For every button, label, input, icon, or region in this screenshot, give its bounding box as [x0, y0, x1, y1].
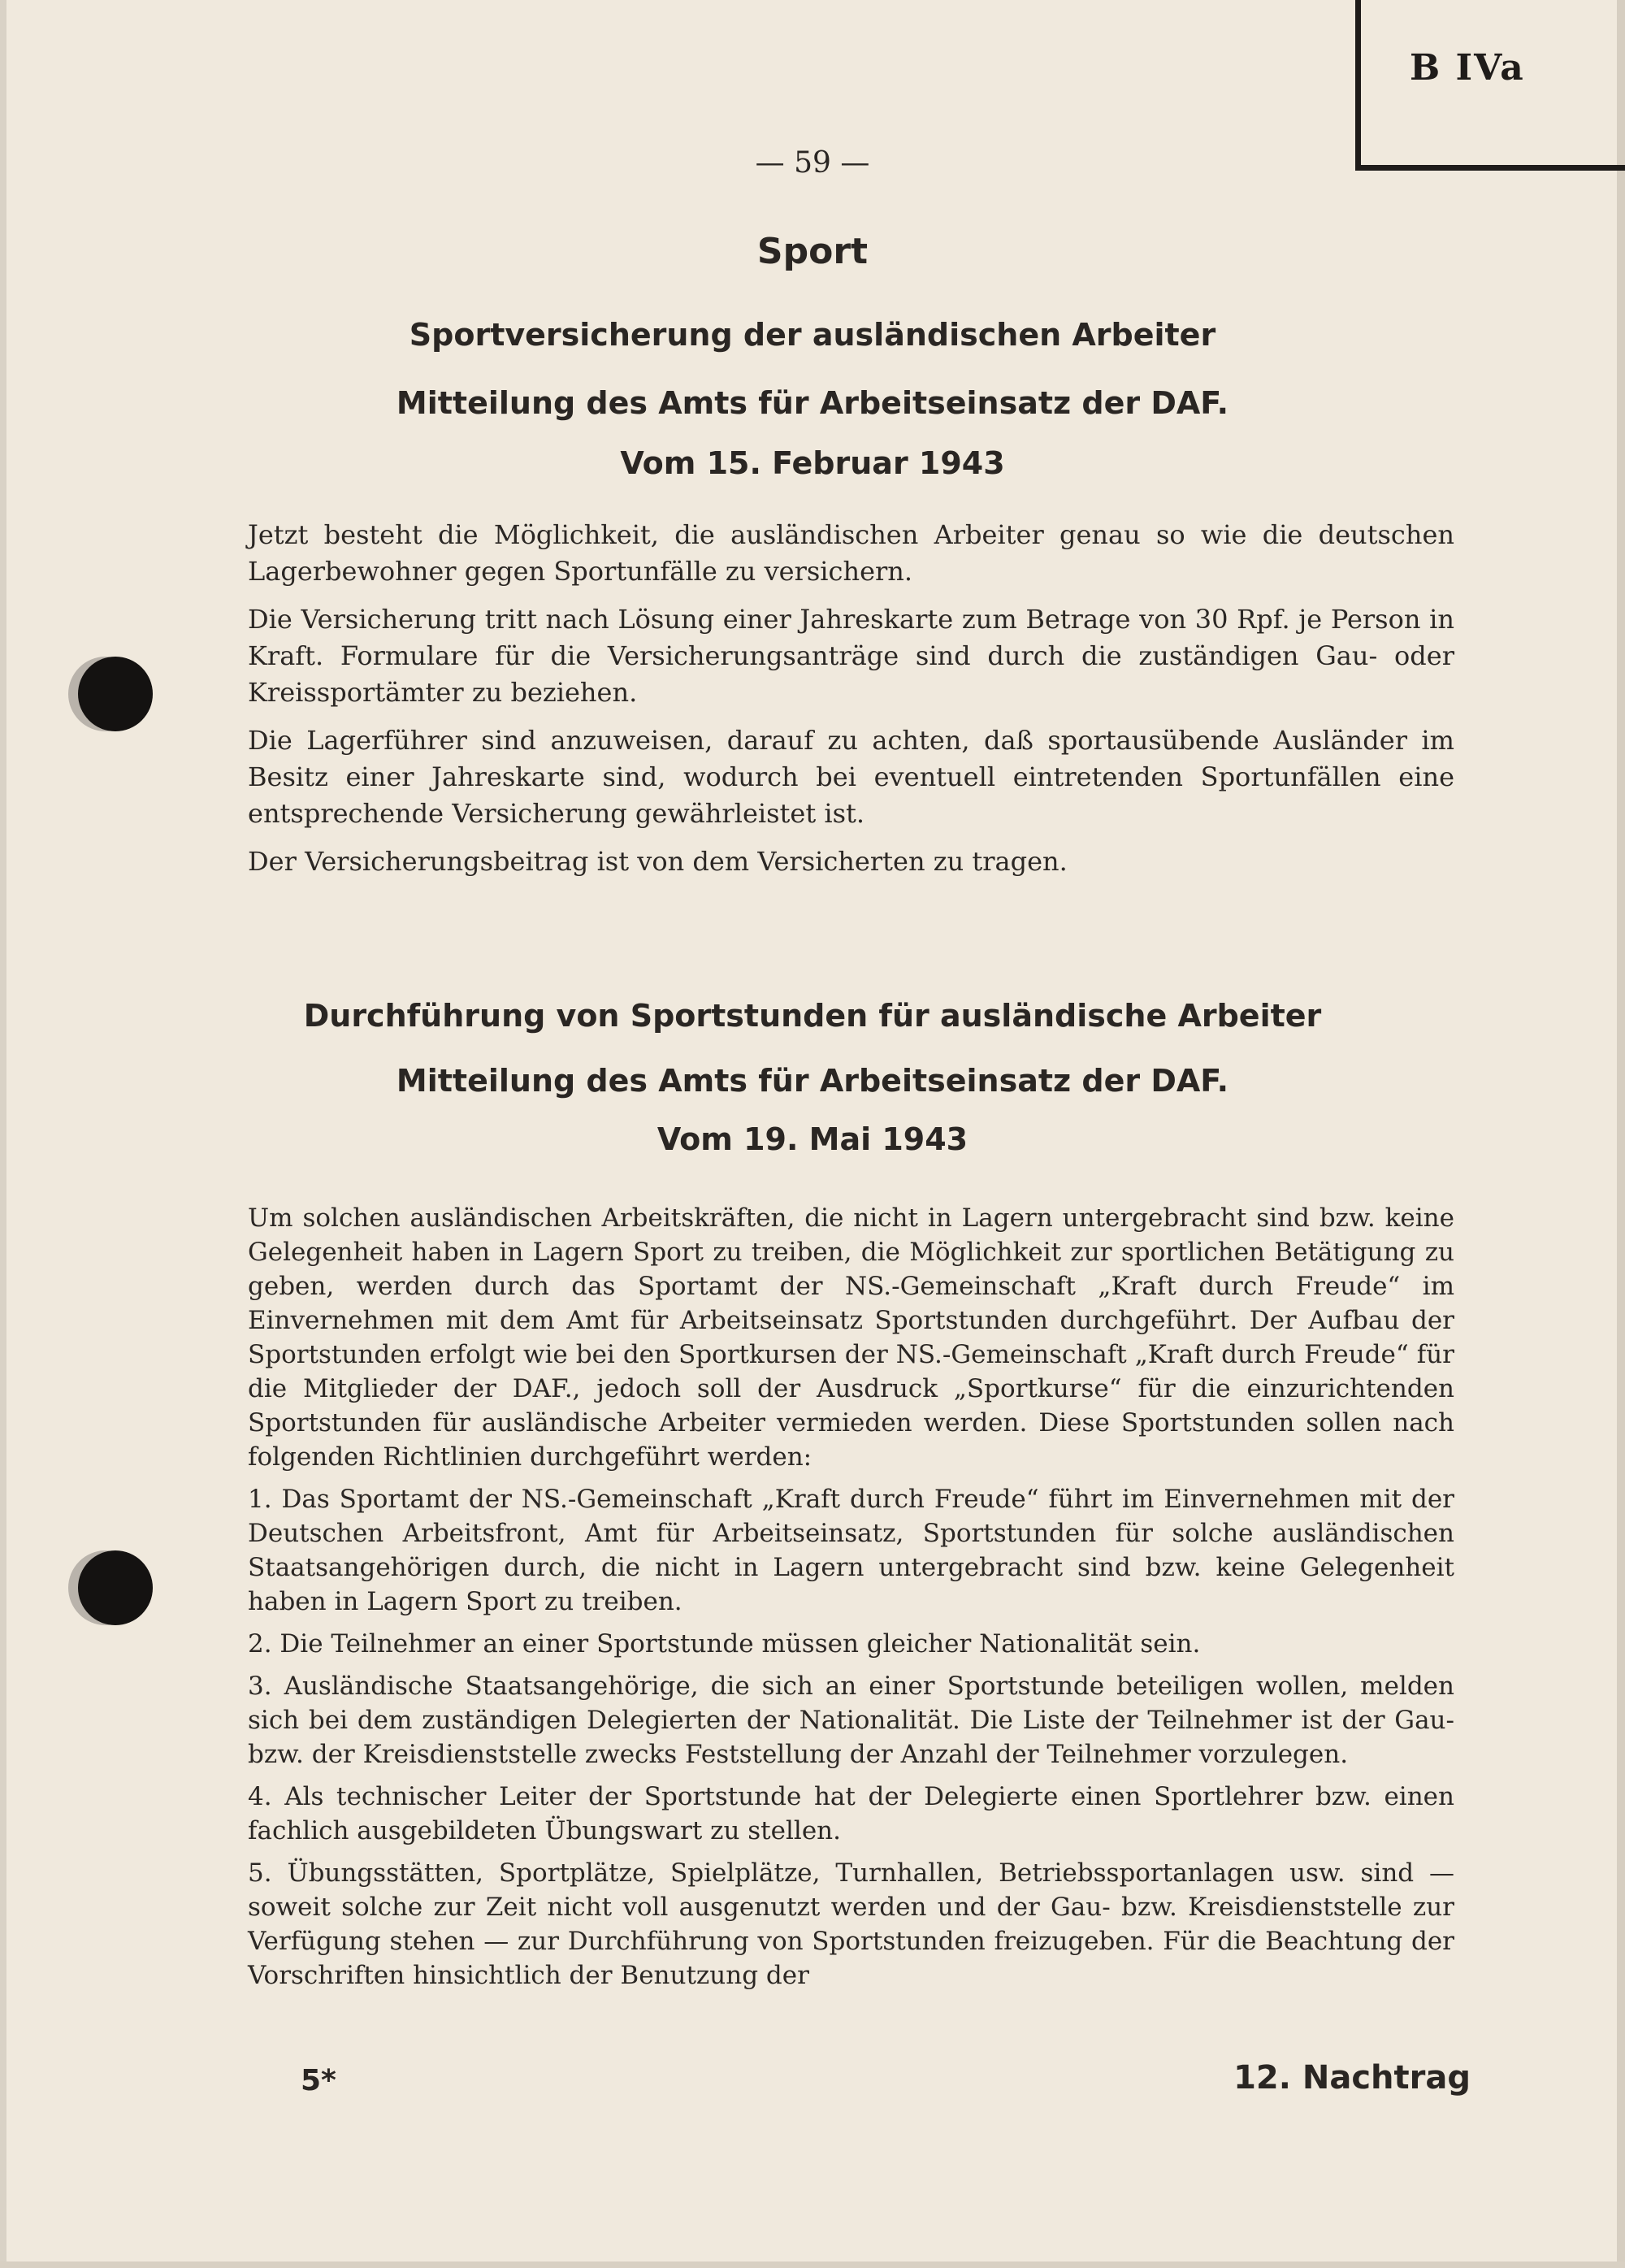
- signature-mark: 5*: [301, 2064, 336, 2097]
- supplement-label: 12. Nachtrag: [1233, 2059, 1471, 2097]
- article2-list-item: 5. Übungsstätten, Sportplätze, Spielplätze, Turnhallen, Betriebssportanlagen usw. sind — soweit solche zur Zeit nicht voll ausgenutzt werden und der Gau- bzw. Kreisdienststelle zur Verfügung stehen — zur Durchführung von Sportstunden freizugeben. Für die Beachtung der Vorschriften hinsichtlich der Benutzung der: [248, 1858, 1454, 1990]
- article2-list-item: 3. Ausländische Staatsangehörige, die sich an einer Sportstunde beteiligen wollen, melden sich bei dem zuständigen Delegierten der Nationalität. Die Liste der Teilnehmer ist der Gau- bzw. der Kreisdienststelle zwecks Feststellung der Anzahl der Teilnehmer vorzulegen.: [248, 1672, 1454, 1769]
- article2-list-item: 2. Die Teilnehmer an einer Sportstunde müssen gleicher Nationalität sein.: [248, 1629, 1201, 1659]
- article2-list-item: 1. Das Sportamt der NS.-Gemeinschaft „Kraft durch Freude“ führt im Einvernehmen mit der Deutschen Arbeitsfront, Amt für Arbeitseinsatz, Sportstunden für solche ausländischen Staatsangehörigen durch, die nicht in Lagern untergebracht sind bzw. keine Gelegenheit haben in Lagern Sport zu treiben.: [248, 1485, 1454, 1616]
- article1-heading: Sportversicherung der ausländischen Arbeiter: [409, 317, 1216, 353]
- article1-paragraph: Die Versicherung tritt nach Lösung einer Jahreskarte zum Betrage von 30 Rpf. je Person in Kraft. Formulare für die Versicherungsanträge sind durch die zuständigen Gau- oder Kreissportämter zu beziehen.: [248, 604, 1454, 708]
- register-tab-label: B IVa: [1410, 47, 1525, 89]
- article2-heading: Durchführung von Sportstunden für ausländische Arbeiter: [303, 998, 1322, 1034]
- article2-list-item: 4. Als technischer Leiter der Sportstunde hat der Delegierte einen Sportlehrer bzw. einen fachlich ausgebildeten Übungswart zu stellen.: [248, 1782, 1454, 1845]
- article1-subheading: Mitteilung des Amts für Arbeitseinsatz der DAF.: [396, 385, 1229, 421]
- article2-body: [248, 1201, 1454, 2001]
- section-title: Sport: [756, 231, 869, 272]
- article1-paragraph: Der Versicherungsbeitrag ist von dem Versicherten zu tragen.: [248, 846, 1068, 877]
- article1-paragraph: Die Lagerführer sind anzuweisen, darauf zu achten, daß sportausübende Ausländer im Besitz einer Jahreskarte sind, wodurch bei eventuell eintretenden Sportunfällen eine entsprechende Versicherung gewährleistet ist.: [248, 725, 1454, 829]
- article2-subheading: Mitteilung des Amts für Arbeitseinsatz der DAF.: [396, 1063, 1229, 1099]
- article1-paragraph: Jetzt besteht die Möglichkeit, die ausländischen Arbeiter genau so wie die deutschen Lagerbewohner gegen Sportunfälle zu versichern.: [248, 519, 1454, 587]
- register-tab-box: [1355, 0, 1625, 171]
- page-number: — 59 —: [755, 146, 870, 180]
- punch-hole-top: [78, 657, 153, 731]
- page-edge-bottom: [0, 2261, 1625, 2268]
- article2-paragraph: Um solchen ausländischen Arbeitskräften, die nicht in Lagern untergebracht sind bzw. keine Gelegenheit haben in Lagern Sport zu treiben, die Möglichkeit zur sportlichen Betätigung zu geben, werden durch das Sportamt der NS.-Gemeinschaft „Kraft durch Freude“ im Einvernehmen mit dem Amt für Arbeitseinsatz Sportstunden durchgeführt. Der Aufbau der Sportstunden erfolgt wie bei den Sportkursen der NS.-Gemeinschaft „Kraft durch Freude“ für die Mitglieder der DAF., jedoch soll der Ausdruck „Sportkurse“ für die einzurichtenden Sportstunden für ausländische Arbeiter vermieden werden. Diese Sportstunden sollen nach folgenden Richtlinien durchgeführt werden:: [248, 1203, 1454, 1472]
- article1-body: [248, 517, 1454, 891]
- article2-date: Vom 19. Mai 1943: [656, 1121, 968, 1157]
- punch-hole-bottom: [78, 1550, 153, 1625]
- article1-date: Vom 15. Februar 1943: [620, 445, 1005, 481]
